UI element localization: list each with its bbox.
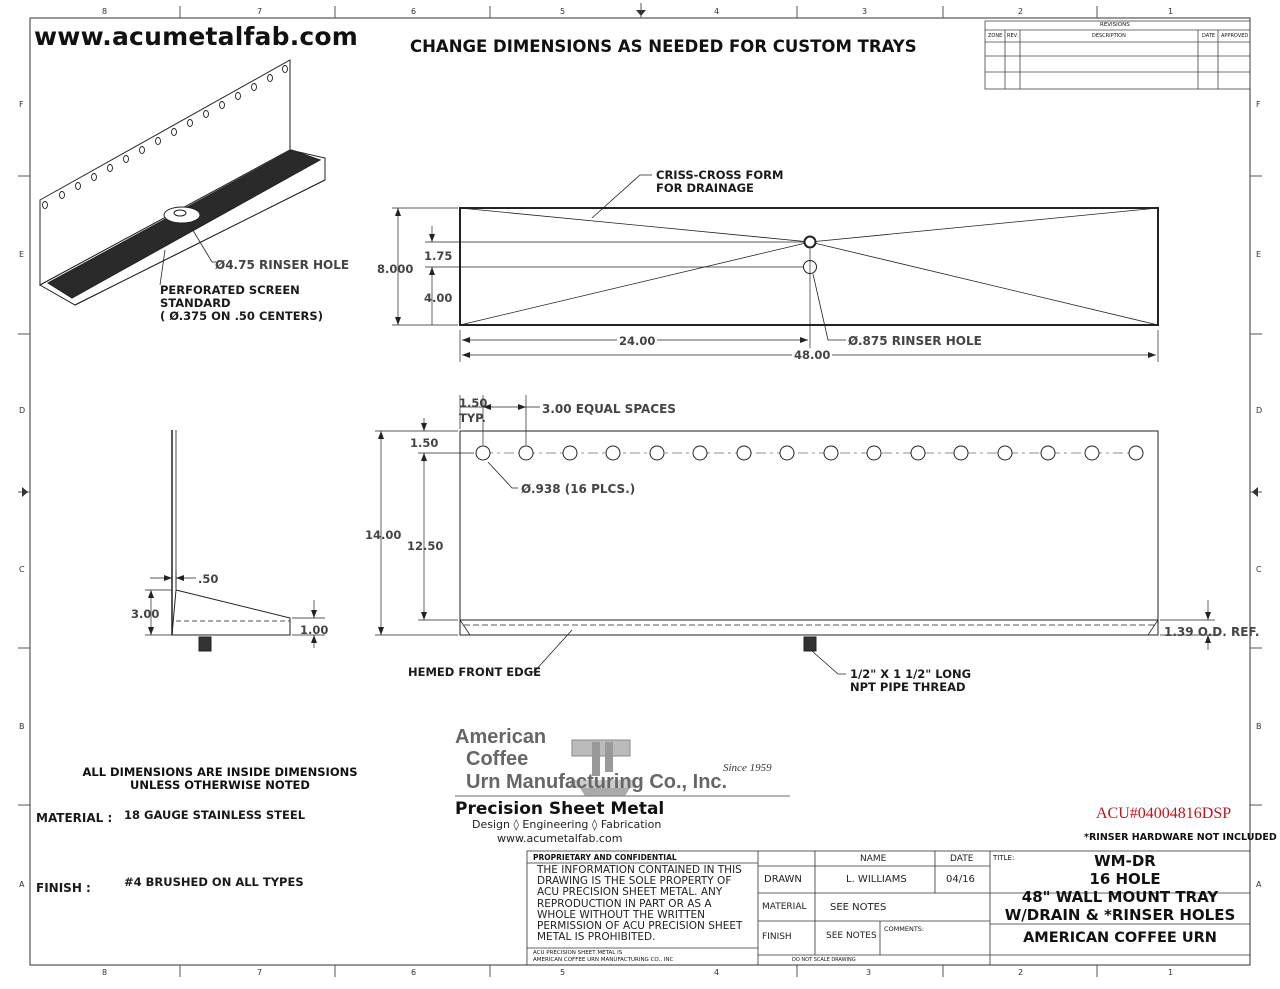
zone-col-3-bottom: 3 xyxy=(866,968,872,977)
zone-row-f-right: F xyxy=(1256,100,1261,109)
hardware-note: *RINSER HARDWARE NOT INCLUDED xyxy=(1084,832,1277,843)
pipe-label-1: 1/2" X 1 1/2" LONG xyxy=(850,667,972,681)
rev-col-description: DESCRIPTION xyxy=(1092,33,1126,39)
instruction-heading: CHANGE DIMENSIONS AS NEEDED FOR CUSTOM TRAYS xyxy=(410,37,917,56)
zone-row-b-right: B xyxy=(1256,722,1262,731)
title-line-3: 48" WALL MOUNT TRAY xyxy=(1021,888,1219,906)
zone-col-7: 7 xyxy=(257,7,263,16)
dim-full-width: 48.00 xyxy=(794,348,831,362)
logo-website[interactable]: www.acumetalfab.com xyxy=(497,832,623,845)
zone-col-1-bottom: 1 xyxy=(1168,968,1174,977)
part-number: ACU#04004816DSP xyxy=(1096,805,1232,822)
zone-row-c: C xyxy=(19,565,25,574)
tb-date-header: DATE xyxy=(950,854,974,864)
logo-services: Design ◊ Engineering ◊ Fabrication xyxy=(472,818,662,831)
side-view xyxy=(145,430,325,651)
dim-side-height: 3.00 xyxy=(131,607,160,621)
screen-label-3: ( Ø.375 ON .50 CENTERS) xyxy=(160,309,323,323)
zone-row-e-right: E xyxy=(1256,250,1262,259)
website-title[interactable]: www.acumetalfab.com xyxy=(34,22,359,51)
zone-row-a-right: A xyxy=(1256,880,1262,889)
tb-name-header: NAME xyxy=(860,854,887,864)
zone-col-5-bottom: 5 xyxy=(560,968,566,977)
screen-label-2: STANDARD xyxy=(160,296,231,310)
dims-note-1: ALL DIMENSIONS ARE INSIDE DIMENSIONS xyxy=(82,765,358,779)
rev-col-approved: APPROVED xyxy=(1221,33,1249,39)
dim-od-ref: 1.39 O.D. REF. xyxy=(1164,625,1260,639)
finish-value: #4 BRUSHED ON ALL TYPES xyxy=(124,875,304,889)
zone-col-1: 1 xyxy=(1168,7,1174,16)
zone-col-8: 8 xyxy=(102,7,108,16)
logo-line-3: Urn Manufacturing Co., Inc. xyxy=(466,771,728,793)
prop-title: PROPRIETARY AND CONFIDENTIAL xyxy=(533,853,677,862)
prop-foot-1: ACU PRECISION SHEET METAL IS xyxy=(533,950,623,956)
zone-col-6-bottom: 6 xyxy=(411,968,417,977)
zone-row-c-right: C xyxy=(1256,565,1262,574)
zone-col-2: 2 xyxy=(1018,7,1024,16)
tb-drawn-date: 04/16 xyxy=(946,874,975,885)
finish-key: FINISH : xyxy=(36,881,91,895)
form-label-1: CRISS-CROSS FORM xyxy=(656,168,784,182)
zone-col-2-bottom: 2 xyxy=(1018,968,1024,977)
form-label-2: FOR DRAINAGE xyxy=(656,181,754,195)
center-arrow-icon xyxy=(636,10,646,16)
pipe-label-2: NPT PIPE THREAD xyxy=(850,680,966,694)
zone-row-d: D xyxy=(19,406,26,415)
dim-spacing: 3.00 EQUAL SPACES xyxy=(542,402,676,416)
dim-total-height: 14.00 xyxy=(365,528,402,542)
zone-col-8-bottom: 8 xyxy=(102,968,108,977)
tb-finish-value: SEE NOTES xyxy=(826,931,877,941)
zone-row-b: B xyxy=(19,722,25,731)
dim-edge-150: 1.50 xyxy=(459,396,488,410)
top-view xyxy=(392,175,1158,362)
revisions-table xyxy=(985,21,1250,89)
zone-col-7-bottom: 7 xyxy=(257,968,263,977)
zone-col-5: 5 xyxy=(560,7,566,16)
tb-drawn-name: L. WILLIAMS xyxy=(846,874,907,885)
front-view xyxy=(375,395,1215,674)
center-arrow-icon xyxy=(22,487,28,497)
dim-175: 1.75 xyxy=(424,249,453,263)
zone-col-6: 6 xyxy=(411,7,417,16)
dim-inner-height: 12.50 xyxy=(407,539,444,553)
tb-noscale: DO NOT SCALE DRAWING xyxy=(792,957,856,963)
dim-half-width: 24.00 xyxy=(619,334,656,348)
title-line-2: 16 HOLE xyxy=(1089,870,1161,888)
tb-material-key: MATERIAL xyxy=(762,902,807,912)
front-hole-label: Ø.938 (16 PLCS.) xyxy=(521,482,636,496)
dim-front-height: 1.00 xyxy=(300,623,329,637)
logo-tagline: Precision Sheet Metal xyxy=(455,799,665,819)
prop-text: THE INFORMATION CONTAINED IN THIS DRAWING IS THE SOLE PROPERTY OF ACU PRECISION SHEET METAL. ANY REPRODUCTION IN PART OR AS A WHOLE WITHOUT THE WRITTEN PERMISSION OF ACU PRECISION SHEET METAL IS PROHIBITED. xyxy=(537,864,743,944)
title-line-4: W/DRAIN & *RINSER HOLES xyxy=(1004,906,1236,924)
iso-rinser-label: Ø4.75 RINSER HOLE xyxy=(215,258,350,272)
zone-col-3: 3 xyxy=(862,7,868,16)
center-arrow-icon xyxy=(1252,487,1258,497)
tb-company: AMERICAN COFFEE URN xyxy=(1023,930,1217,946)
rev-col-date: DATE xyxy=(1202,33,1216,39)
zone-col-4: 4 xyxy=(714,7,720,16)
dim-tray-depth: 8.000 xyxy=(377,262,414,276)
screen-label-1: PERFORATED SCREEN xyxy=(160,283,300,297)
material-key: MATERIAL : xyxy=(36,811,113,825)
side-arrows xyxy=(148,575,317,643)
dim-400: 4.00 xyxy=(424,291,453,305)
title-line-1: WM-DR xyxy=(1094,852,1156,870)
tb-material-value: SEE NOTES xyxy=(830,902,887,913)
material-value: 18 GAUGE STAINLESS STEEL xyxy=(124,808,306,822)
dim-lip: .50 xyxy=(198,572,219,586)
dim-top-150: 1.50 xyxy=(410,436,439,450)
dim-typ: TYP. xyxy=(459,411,486,425)
top-arrows xyxy=(395,208,1156,358)
rev-col-rev: REV. xyxy=(1007,33,1018,39)
tb-title-key: TITLE: xyxy=(993,854,1015,862)
front-holes xyxy=(476,446,1143,460)
zone-row-e: E xyxy=(19,250,25,259)
logo-line-1: American xyxy=(455,726,547,748)
tb-comments-key: COMMENTS: xyxy=(884,925,925,933)
tb-finish-key: FINISH xyxy=(762,932,792,942)
zone-row-a: A xyxy=(19,880,25,889)
zone-row-f: F xyxy=(19,100,24,109)
logo-since: Since 1959 xyxy=(723,762,772,774)
prop-foot-2: AMERICAN COFFEE URN MANUFACTURING CO., INC xyxy=(533,957,674,963)
logo-line-2: Coffee xyxy=(466,748,529,770)
revisions-title: REVISIONS xyxy=(1100,22,1130,28)
zone-row-d-right: D xyxy=(1256,406,1263,415)
zone-col-4-bottom: 4 xyxy=(714,968,720,977)
front-arrows xyxy=(378,404,1211,643)
top-rinser-label: Ø.875 RINSER HOLE xyxy=(848,334,982,348)
hem-edge-label: HEMED FRONT EDGE xyxy=(408,665,541,679)
dims-note-2: UNLESS OTHERWISE NOTED xyxy=(130,778,310,792)
rev-col-zone: ZONE xyxy=(988,33,1003,39)
tb-drawn-key: DRAWN xyxy=(764,874,802,885)
